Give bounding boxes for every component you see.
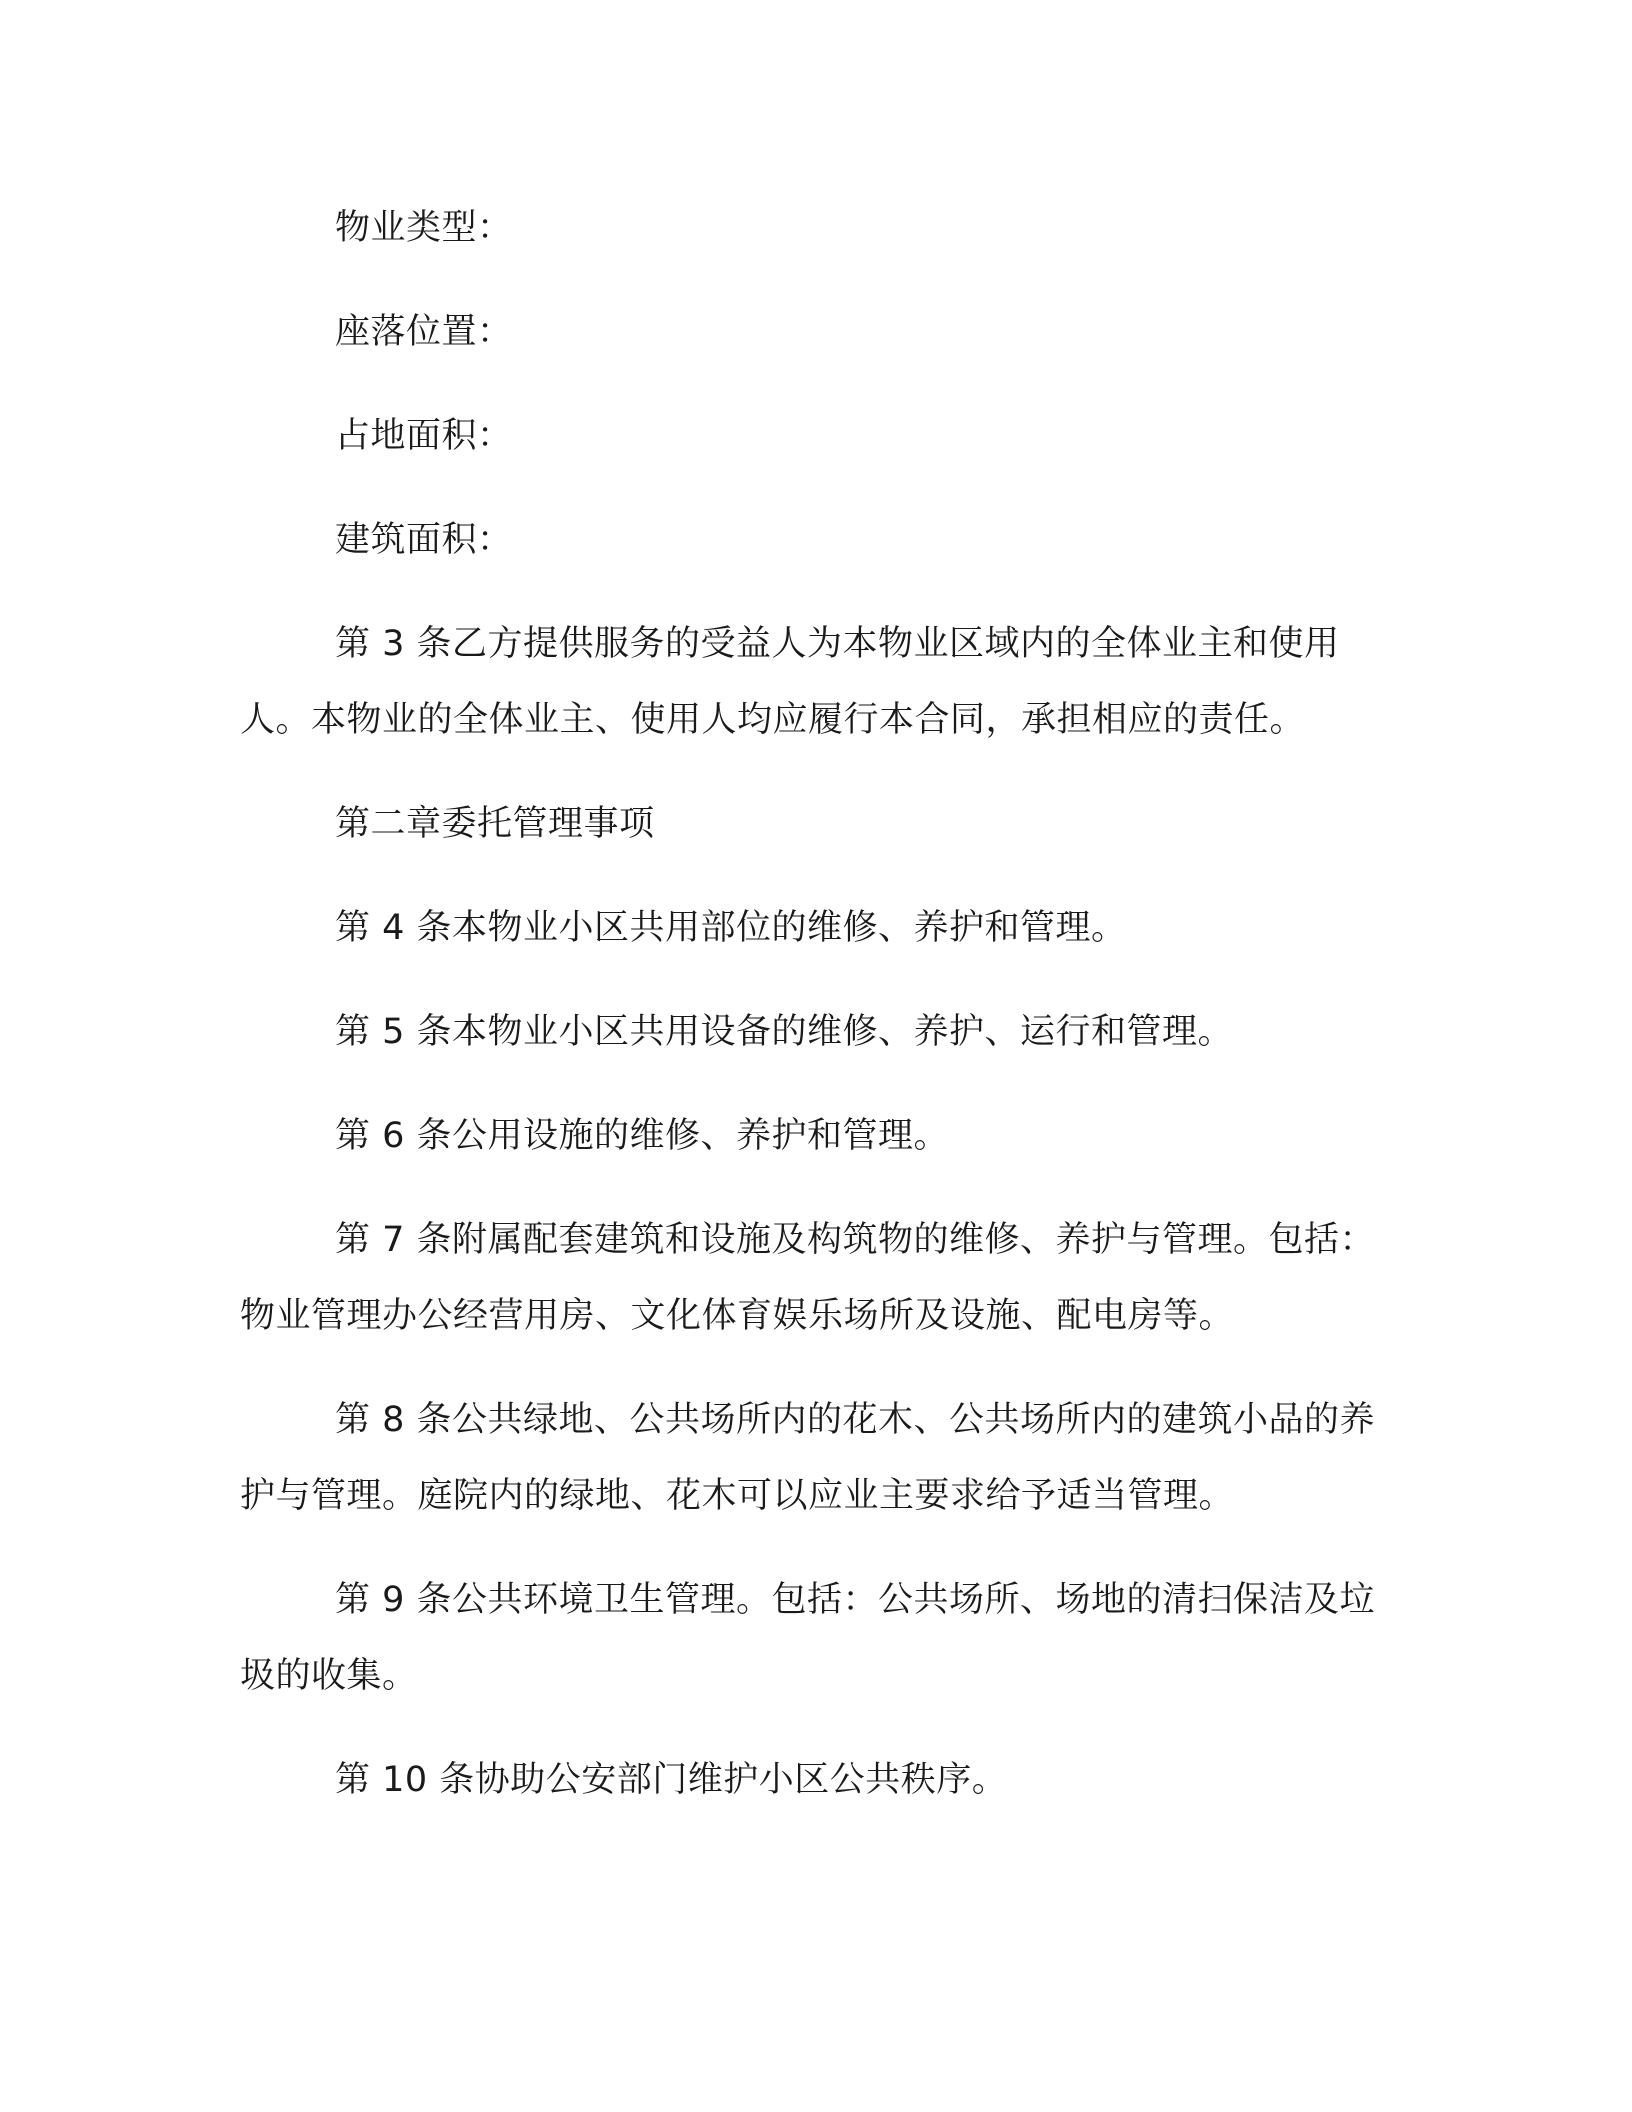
article-9: 第 9 条公共环境卫生管理。包括：公共场所、场地的清扫保洁及垃圾的收集。 xyxy=(240,1580,1376,1696)
property-type-line: 物业类型： xyxy=(335,208,513,248)
chapter-2-heading: 第二章委托管理事项 xyxy=(335,804,655,844)
building-area-line: 建筑面积： xyxy=(335,520,513,560)
article-10: 第 10 条协助公安部门维护小区公共秩序。 xyxy=(335,1760,1008,1800)
article-5: 第 5 条本物业小区共用设备的维修、养护、运行和管理。 xyxy=(335,1012,1234,1052)
location-line: 座落位置： xyxy=(335,312,513,352)
document-body xyxy=(240,190,1390,1846)
article-6: 第 6 条公用设施的维修、养护和管理。 xyxy=(335,1116,950,1156)
land-area-line: 占地面积： xyxy=(335,416,513,456)
article-7: 第 7 条附属配套建筑和设施及构筑物的维修、养护与管理。包括：物业管理办公经营用房、文化体育娱乐场所及设施、配电房等。 xyxy=(240,1220,1376,1336)
article-3: 第 3 条乙方提供服务的受益人为本物业区域内的全体业主和使用人。本物业的全体业主、使用人均应履行本合同，承担相应的责任。 xyxy=(240,624,1340,740)
article-4: 第 4 条本物业小区共用部位的维修、养护和管理。 xyxy=(335,908,1127,948)
article-8: 第 8 条公共绿地、公共场所内的花木、公共场所内的建筑小品的养护与管理。庭院内的绿地、花木可以应业主要求给予适当管理。 xyxy=(240,1400,1376,1516)
